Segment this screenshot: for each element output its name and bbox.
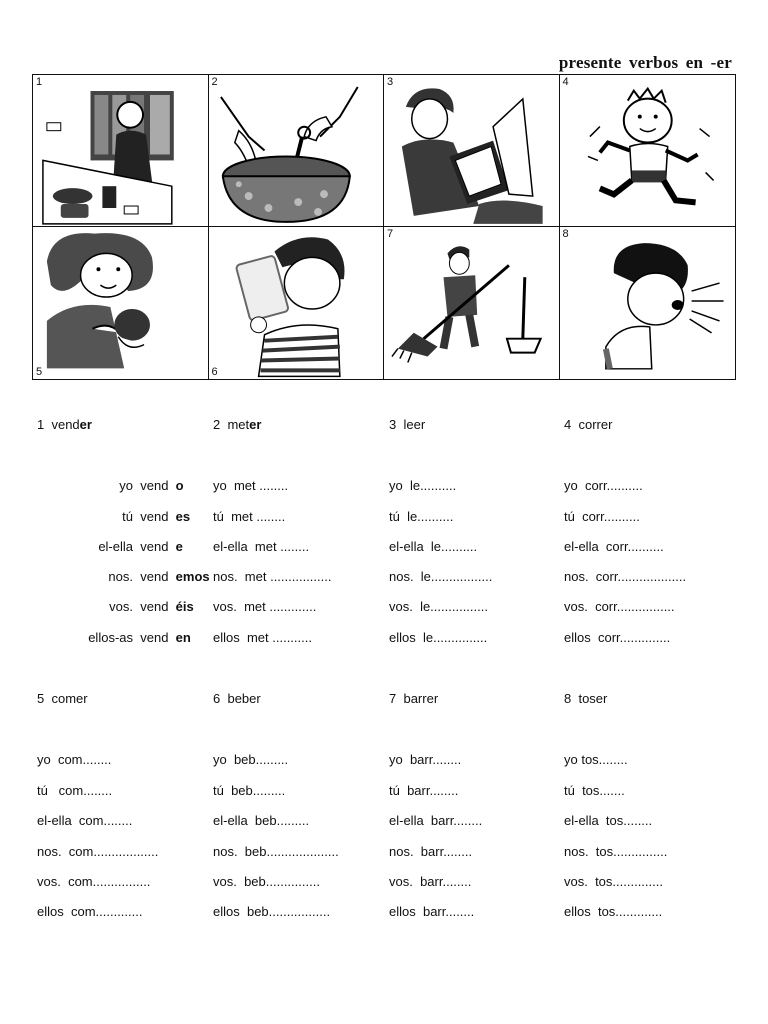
pronoun: nos. (108, 569, 133, 584)
conjugation-blank-row: nos. le................. (389, 569, 493, 584)
ending: e (175, 539, 183, 554)
conjugation-blank-row: tú met ........ (213, 509, 286, 524)
picture-number: 3 (387, 76, 394, 88)
conjugation-blank-row: el-ella beb......... (213, 813, 310, 828)
conjugation-blank-row: tú barr........ (389, 783, 459, 798)
conjugation-blank-row: vos. corr................ (564, 599, 675, 614)
picture-number: 5 (36, 366, 43, 378)
verb-heading-8 (564, 691, 607, 706)
conjugation-blank-row: nos. corr................... (564, 569, 687, 584)
conjugation-blank-row: vos. com................ (37, 874, 151, 889)
verb-ending: er (249, 417, 262, 432)
verb-number: 7 (389, 691, 397, 706)
conjugation-row (30, 509, 190, 524)
conjugation-blank-row: ellos tos............. (564, 904, 663, 919)
boy-reading-book-picture (384, 75, 559, 226)
conjugation-blank-row: tú com........ (37, 783, 113, 798)
picture-number: 6 (211, 366, 218, 378)
worksheet-title: presente verbos en -er (558, 53, 732, 72)
verb-number: 4 (564, 417, 572, 432)
verb-heading-1 (37, 417, 92, 432)
conjugation-row (30, 599, 194, 614)
picture-cell-8 (560, 227, 736, 379)
verb-infinitive: beber (227, 691, 261, 706)
verb-number: 1 (37, 417, 45, 432)
conjugation-blank-row: ellos le............... (389, 630, 488, 645)
conjugation-blank-row: yo le.......... (389, 478, 457, 493)
shopkeeper-selling-picture (33, 75, 208, 226)
ending: emos (175, 569, 210, 584)
stem: vend (140, 478, 169, 493)
ending: es (175, 509, 191, 524)
conjugation-row (30, 539, 183, 554)
picture-cell-3 (384, 75, 560, 227)
conjugation-blank-row: tú tos....... (564, 783, 625, 798)
picture-number: 1 (36, 76, 43, 88)
verb-number: 5 (37, 691, 45, 706)
verb-number: 6 (213, 691, 221, 706)
conjugation-blank-row: ellos com............. (37, 904, 143, 919)
stem: vend (140, 630, 169, 645)
verb-stem: vend (51, 417, 80, 432)
conjugation-blank-row: el-ella corr.......... (564, 539, 664, 554)
boy-drinking-picture (209, 227, 384, 379)
verb-heading-6 (213, 691, 261, 706)
conjugation-blank-row: nos. barr........ (389, 844, 473, 859)
boy-sweeping-picture (384, 227, 559, 379)
pronoun: ellos-as (88, 630, 133, 645)
conjugation-blank-row: el-ella le.......... (389, 539, 478, 554)
verb-number: 3 (389, 417, 397, 432)
girl-eating-picture (33, 227, 208, 379)
verb-heading-2 (213, 417, 261, 432)
conjugation-blank-row: el-ella com........ (37, 813, 133, 828)
picture-number: 2 (211, 76, 218, 88)
picture-cell-6 (209, 227, 385, 379)
picture-number: 7 (387, 228, 394, 240)
ending: éis (175, 599, 194, 614)
boy-coughing-picture (560, 227, 736, 379)
conjugation-blank-row: tú le.......... (389, 509, 454, 524)
conjugation-row (30, 630, 191, 645)
child-running-picture (560, 75, 736, 226)
ending: o (175, 478, 184, 493)
picture-cell-4 (560, 75, 736, 227)
conjugation-blank-row: yo com........ (37, 752, 112, 767)
picture-cell-5 (33, 227, 209, 379)
ending: en (175, 630, 191, 645)
picture-number: 8 (562, 228, 569, 240)
verb-infinitive: correr (578, 417, 613, 432)
verb-heading-4 (564, 417, 612, 432)
picture-cell-2 (209, 75, 385, 227)
pronoun: vos. (109, 599, 133, 614)
stem: vend (140, 599, 169, 614)
conjugation-blank-row: yo met ........ (213, 478, 289, 493)
stem: vend (140, 569, 169, 584)
stem: vend (140, 509, 169, 524)
conjugation-blank-row: ellos barr........ (389, 904, 475, 919)
conjugation-blank-row: ellos beb................. (213, 904, 331, 919)
verb-infinitive: leer (403, 417, 426, 432)
conjugation-blank-row: nos. met ................. (213, 569, 332, 584)
conjugation-blank-row: yo barr........ (389, 752, 462, 767)
conjugation-blank-row: ellos corr.............. (564, 630, 671, 645)
picture-number: 4 (562, 76, 569, 88)
picture-grid (32, 74, 736, 380)
conjugation-blank-row: el-ella tos........ (564, 813, 653, 828)
verb-stem: met (227, 417, 250, 432)
conjugation-blank-row: ellos met ........... (213, 630, 312, 645)
verb-infinitive: barrer (403, 691, 439, 706)
conjugation-blank-row: el-ella met ........ (213, 539, 310, 554)
stem: vend (140, 539, 169, 554)
conjugation-blank-row: yo corr.......... (564, 478, 643, 493)
verb-heading-5 (37, 691, 88, 706)
pronoun: yo (119, 478, 133, 493)
conjugation-blank-row: vos. beb............... (213, 874, 320, 889)
verb-number: 8 (564, 691, 572, 706)
verb-number: 2 (213, 417, 221, 432)
picture-cell-1 (33, 75, 209, 227)
conjugation-blank-row: el-ella barr........ (389, 813, 483, 828)
conjugation-blank-row: nos. com.................. (37, 844, 159, 859)
conjugation-blank-row: vos. le................ (389, 599, 488, 614)
conjugation-blank-row: tú corr.......... (564, 509, 640, 524)
verb-infinitive: toser (578, 691, 608, 706)
picture-cell-7 (384, 227, 560, 379)
verb-heading-7 (389, 691, 438, 706)
conjugation-blank-row: vos. barr........ (389, 874, 472, 889)
verb-infinitive: comer (51, 691, 88, 706)
conjugation-row (30, 569, 210, 584)
conjugation-blank-row: vos. tos.............. (564, 874, 663, 889)
pronoun: tú (122, 509, 133, 524)
verb-ending: er (79, 417, 92, 432)
hands-putting-in-bag-picture (209, 75, 384, 226)
conjugation-blank-row: tú beb......... (213, 783, 286, 798)
conjugation-blank-row: nos. beb.................... (213, 844, 339, 859)
verb-heading-3 (389, 417, 425, 432)
conjugation-blank-row: vos. met ............. (213, 599, 317, 614)
conjugation-row (30, 478, 184, 493)
pronoun: el-ella (98, 539, 133, 554)
conjugation-blank-row: yo tos........ (564, 752, 628, 767)
conjugation-blank-row: nos. tos............... (564, 844, 668, 859)
conjugation-blank-row: yo beb......... (213, 752, 289, 767)
